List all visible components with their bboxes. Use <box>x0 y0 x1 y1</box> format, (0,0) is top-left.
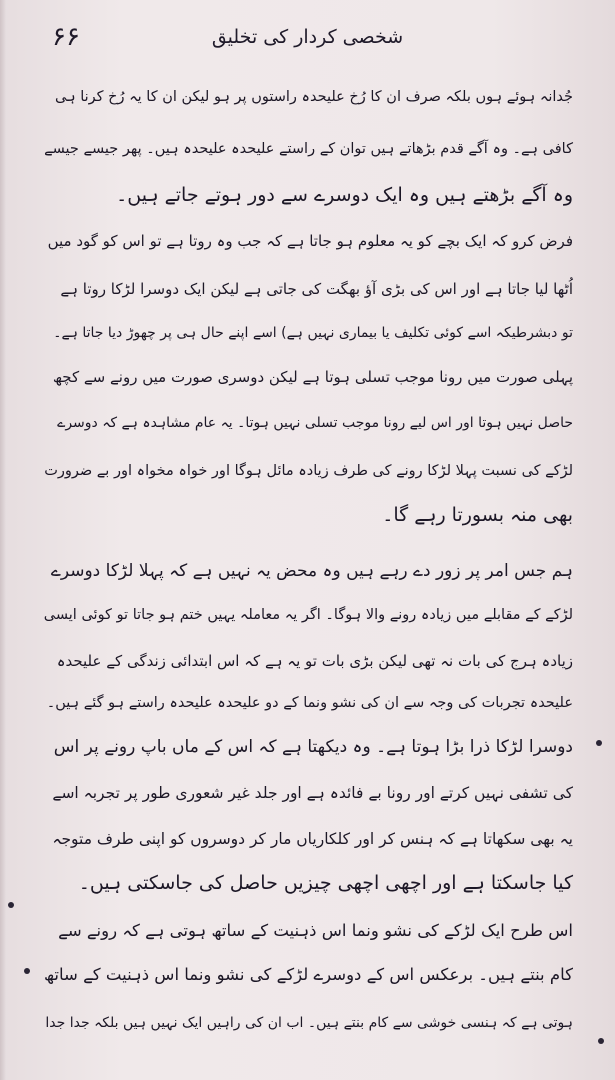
text-line: جُدانہ ہوئے ہوں بلکہ صرف ان کا رُخ علیحدہ راستوں پر ہو لیکن ان کا یہ رُخ کرنا ہی <box>55 89 573 105</box>
page-number: ۶۶ <box>52 22 80 52</box>
text-line: علیحدہ تجربات کی وجہ سے ان کی نشو ونما کے دو علیحدہ علیحدہ راستے ہو گئے ہیں۔ <box>46 695 573 711</box>
margin-mark <box>598 1038 604 1044</box>
text-line: حاصل نہیں ہوتا اور اس لیے رونا موجب تسلی نہیں ہوتا۔ یہ عام مشاہدہ ہے کہ دوسرے <box>57 415 573 431</box>
margin-mark <box>596 740 602 746</box>
running-head: شخصی کردار کی تخلیق <box>211 26 404 48</box>
text-line: ہوتی ہے کہ ہنسی خوشی سے کام بنتے ہیں۔ اب ان کی راہیں ایک نہیں ہیں بلکہ جدا جدا <box>45 1015 573 1031</box>
text-line: کام بنتے ہیں۔ برعکس اس کے دوسرے لڑکے کی نشو ونما اس ذہنیت کے ساتھ <box>44 965 573 984</box>
text-line: تو دبشرطیکہ اسے کوئی تکلیف یا بیماری نہیں ہے) اسے اپنے حال ہی پر چھوڑ دیا جاتا ہے۔ <box>53 325 573 341</box>
text-line: پہلی صورت میں رونا موجب تسلی ہوتا ہے لیکن دوسری صورت میں رونے سے کچھ <box>52 368 573 386</box>
margin-mark <box>24 968 30 974</box>
text-line: یہ بھی سکھاتا ہے کہ ہنس کر اور کلکاریاں مار کر دوسروں کو اپنی طرف متوجہ <box>52 830 573 848</box>
text-line: بھی منہ بسورتا رہے گا۔ <box>382 504 573 526</box>
text-line: لڑکے کی نسبت پہلا لڑکا رونے کی طرف زیادہ مائل ہوگا اور خواہ مخواہ اور بے ضرورت <box>44 463 573 479</box>
text-line: کیا جاسکتا ہے اور اچھی اچھی چیزیں حاصل کی جاسکتی ہیں۔ <box>78 872 573 894</box>
text-line: کی تشفی نہیں کرتے اور رونا بے فائدہ ہے اور جلد غیر شعوری طور پر تجربہ اسے <box>52 784 573 802</box>
text-line: ہم جس امر پر زور دے رہے ہیں وہ محض یہ نہیں ہے کہ پہلا لڑکا دوسرے <box>50 561 573 581</box>
text-line: زیادہ ہرج کی بات نہ تھی لیکن بڑی بات تو یہ ہے کہ اس ابتدائی زندگی کے علیحدہ <box>56 652 573 670</box>
text-line: فرض کرو کہ ایک بچے کو یہ معلوم ہو جاتا ہے کہ جب وہ روتا ہے تو اس کو گود میں <box>47 232 573 250</box>
page-shadow-edge <box>0 0 6 1080</box>
text-line: لڑکے کے مقابلے میں زیادہ رونے والا ہوگا۔ اگر یہ معاملہ یہیں ختم ہو جاتا تو کوئی ایسی <box>43 607 573 623</box>
text-line: کافی ہے۔ وہ آگے قدم بڑھاتے ہیں توان کے راستے علیحدہ علیحدہ ہیں۔ پھر جیسے جیسے <box>44 141 573 157</box>
text-line: دوسرا لڑکا ذرا بڑا ہوتا ہے۔ وہ دیکھتا ہے کہ اس کے ماں باپ رونے پر اس <box>53 737 573 757</box>
text-line: اُٹھا لیا جاتا ہے اور اس کی بڑی آؤ بھگت کی جاتی ہے لیکن ایک دوسرا لڑکا روتا ہے <box>60 280 573 298</box>
text-line: وہ آگے بڑھتے ہیں وہ ایک دوسرے سے دور ہوتے جاتے ہیں۔ <box>116 184 573 206</box>
text-line: اس طرح ایک لڑکے کی نشو ونما اس ذہنیت کے ساتھ ہوتی ہے کہ رونے سے <box>58 921 573 940</box>
margin-mark <box>8 902 14 908</box>
